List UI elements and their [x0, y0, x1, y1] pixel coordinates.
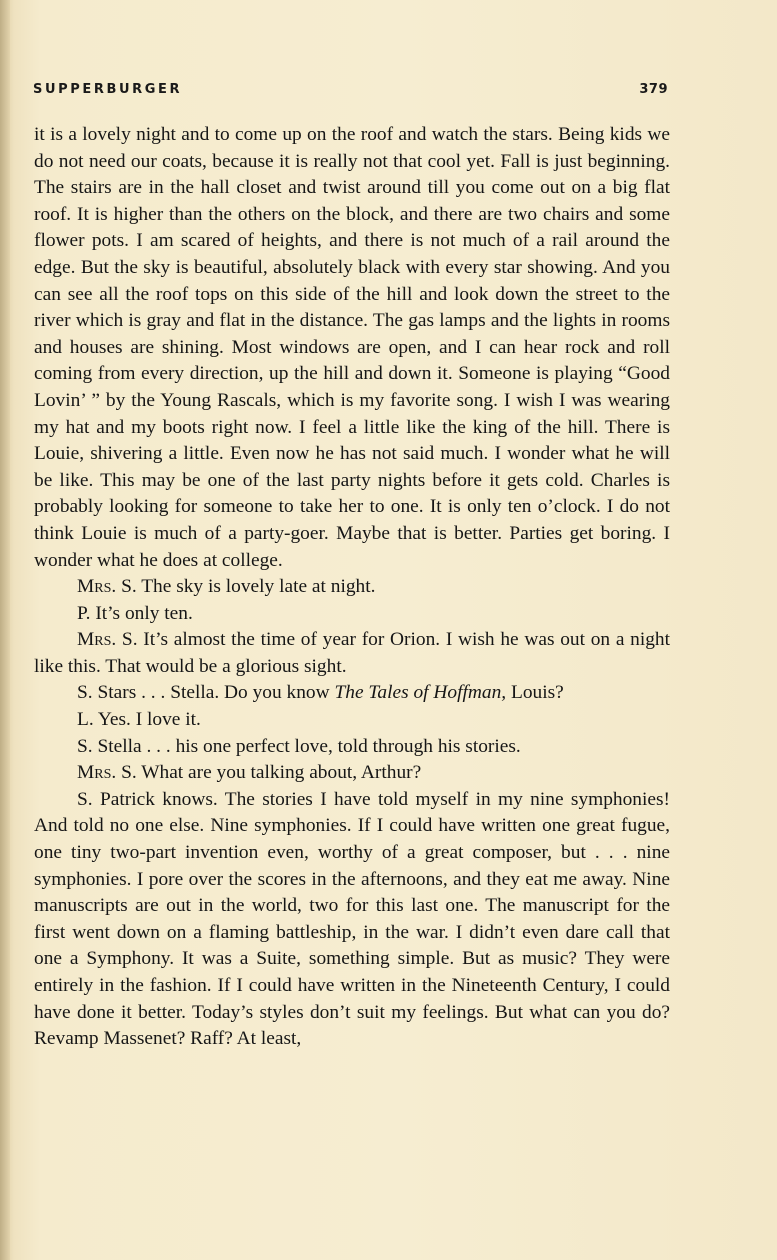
text-segment: it is a lovely night and to come up on the roof and watch the stars. Being kids we do not need our coats, because it is really not that cool yet. Fall is just beginning. The stairs are in the hall closet and twist around till you come out on a big flat roof. It is higher than the others on the block, and there are two chairs and some flower pots. I am scared of heights, and there is not much of a rail around the edge. But the sky is beautiful, absolutely black with every star showing. And you can see all the roof tops on this side of the hill and look down the street to the river which is gray and flat in the distance. The gas lamps and the lights in rooms and houses are shining. Most windows are open, and I can hear rock and roll coming from every direction, up the hill and down it. Someone is playing “Good Lovin’ ” by the Young Rascals, which is my favorite song. I wish I was wearing my hat and my boots right now. I feel a little like the king of the hill. There is Louie, shivering a little. Even now he has not said much. I wonder what he will be like. This may be one of the last party nights before it gets cold. Charles is probably looking for someone to take her to one. It is only ten o’clock. I do not think Louie is much of a party-goer. Maybe that is better. Parties get boring. I wonder what he does at college. — [34, 124, 670, 571]
text-segment: P. It’s only ten. — [77, 602, 193, 624]
running-head — [33, 82, 668, 102]
text-segment: S. Stella . . . his one perfect love, told through his stories. — [77, 735, 521, 757]
text-segment: Mrs — [77, 762, 112, 784]
paragraph — [34, 627, 670, 680]
text-segment: Louis? — [506, 682, 564, 704]
paragraph — [34, 787, 670, 1053]
text-segment: S. Stars . . . Stella. Do you know — [77, 682, 335, 704]
text-segment: S. Patrick knows. The stories I have told myself in my nine symphonies! And told no one else. Nine symphonies. If I could have written one great fugue, one tiny two-part invention even, worthy of a great composer, but . . . nine symphonies. I pore over the scores in the afternoons, and they eat me away. Nine manuscripts are out in the world, two for this last one. The manuscript for the first went down on a flaming battleship, in the war. I didn’t even dare call that one a Symphony. It was a Suite, something simple. But as music? They were entirely in the fashion. If I could have written in the Nineteenth Century, I could have done it better. Today’s styles don’t suit my feelings. But what can you do? Revamp Massenet? Raff? At least, — [34, 788, 670, 1050]
text-segment: The Tales of Hoffman, — [334, 682, 507, 704]
paragraph — [34, 760, 670, 787]
text-segment: . S. It’s almost the time of year for Orion. I wish he was out on a night like this. That would be a glorious sight. — [34, 629, 670, 677]
text-segment: Mrs — [77, 576, 112, 598]
text-segment: L. Yes. I love it. — [77, 709, 201, 731]
paragraph — [34, 707, 670, 734]
paragraph — [34, 601, 670, 628]
running-title: SUPPERBURGER — [33, 82, 183, 97]
text-segment: Mrs — [77, 629, 112, 651]
text-segment: . S. What are you talking about, Arthur? — [111, 762, 422, 784]
page-number: 379 — [639, 82, 668, 97]
text-segment: . S. The sky is lovely late at night. — [111, 576, 376, 598]
paragraph — [34, 680, 670, 707]
binding-edge — [0, 0, 10, 1260]
body-text — [34, 122, 670, 1053]
paragraph — [34, 734, 670, 761]
paragraph — [34, 122, 670, 574]
paragraph — [34, 574, 670, 601]
